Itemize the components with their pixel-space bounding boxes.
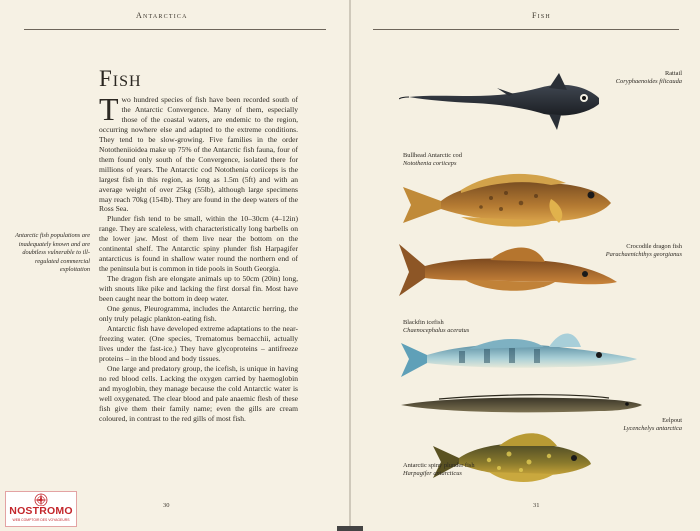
blackfin-icefish-scientific-name: Chaenocephalus aceratus (403, 327, 470, 334)
page-title: Fish (99, 66, 142, 91)
paragraph-3: The dragon fish are elongate animals up to 50cm (20in) long, with snouts like pike and lacking the first dorsal fin. Most have been caught near the bottom in deep water. (99, 274, 298, 304)
paragraph-5: Antarctic fish have developed extreme adaptations to the near-freezing water. (One species, Trematomus bernacchii, actually lives under the fast-ice.) They have glycoproteins – antifreeze proteins – in the blood and body tissues. (99, 323, 298, 363)
spiny-plunder-fish-illustration (429, 428, 594, 488)
paragraph-2: Plunder fish tend to be small, within the 10–30cm (4–12in) range. They are scaleless, with characteristically long barbells on the lower jaw. Most of them live near the bottom on the continental shelf. The Antarctic spiny plunder fish Harpagifer antarcticus is found in shallow water round the northern end of the peninsula but is common in tide pools in South Georgia. (99, 214, 298, 274)
blackfin-icefish-illustration (399, 325, 639, 383)
page-number-left: 30 (163, 502, 170, 509)
viewer-handle (337, 526, 363, 531)
paragraph-1-text: wo hundred species of fish have been recorded south of the Antarctic Convergence. Many of them, especially those of the coastal waters, are endemic to the region, occurring nowhere else and adapted to the extreme conditions. They tend to be slow-growing. Five families in the order Nototheniioidea make up 75% of the Antarctic fish fauna, four of them found only south of the Convergence, isolated there for millions of years. The Antarctic cod Notothenia coriiceps is the largest fish in this region, as long as 1.5m (5ft) and with an average weight of over 25kg (55lb), although large specimens may reach 70kg (154lb). They are found in the deep waters of the Ross Sea. (99, 95, 298, 214)
right-page (351, 0, 700, 531)
bullhead-cod-scientific-name: Notothenia coriiceps (403, 160, 457, 167)
blackfin-icefish-common-name: Blackfin icefish (403, 319, 444, 326)
caption-eelpout (623, 417, 682, 433)
left-page (0, 0, 349, 531)
crocodile-dragon-fish-common-name: Crocodile dragon fish (626, 243, 682, 250)
rattail-scientific-name: Coryphaenoides filicauda (615, 78, 682, 85)
logo-tagline: WEB COMPTOIR DES VOYAGEURS (12, 518, 70, 522)
paragraph-4: One genus, Pleurogramma, includes the Antarctic herring, the only truly pelagic plankton-eating fish. (99, 304, 298, 323)
bullhead-cod-illustration (401, 163, 616, 235)
running-head-left: Antarctica (136, 11, 188, 20)
rattail-common-name: Rattail (664, 70, 682, 77)
compass-rose-icon (6, 492, 76, 506)
paragraph-1 (99, 91, 298, 214)
running-head-right: Fish (532, 11, 551, 20)
caption-crocodile-dragon-fish (606, 243, 682, 259)
spiny-plunder-fish-common-name: Antarctic spiny plunder fish (403, 462, 475, 469)
crocodile-dragon-fish-scientific-name: Parachaenichthys georgianus (605, 251, 682, 258)
bullhead-cod-common-name: Bullhead Antarctic cod (403, 152, 462, 159)
page-number-right: 31 (533, 502, 540, 509)
margin-note: Antarctic fish populations are inadequately known and are doubtless vulnerable to ill-regulated commercial exploitation (15, 232, 90, 274)
crocodile-dragon-fish-illustration (395, 238, 620, 303)
body-text (99, 91, 298, 423)
watermark-logo (5, 491, 77, 527)
eelpout-illustration (399, 390, 644, 420)
caption-spiny-plunder-fish (403, 462, 475, 478)
rattail-illustration (399, 70, 604, 150)
drop-cap: T (99, 91, 119, 127)
spiny-plunder-fish-scientific-name: Harpagifer antarcticus (403, 470, 462, 477)
eelpout-common-name: Eelpout (662, 417, 682, 424)
paragraph-6: One large and predatory group, the icefish, is unique in having no red blood cells. Lacking the oxygen carried by haemoglobin and myoglobin, they manage because the cold Antarctic water is well oxygenated. The clear blood and pale anaemic flesh of these fish give them their family name; even the gills are cream coloured, in contrast to the red gills of most fish. (99, 363, 298, 423)
eelpout-scientific-name: Lycenchelys antarctica (623, 425, 682, 432)
logo-name: NOSTROMO (9, 505, 73, 517)
caption-rattail (616, 70, 682, 86)
header-rule-right (373, 29, 679, 30)
header-rule-left (24, 29, 326, 30)
